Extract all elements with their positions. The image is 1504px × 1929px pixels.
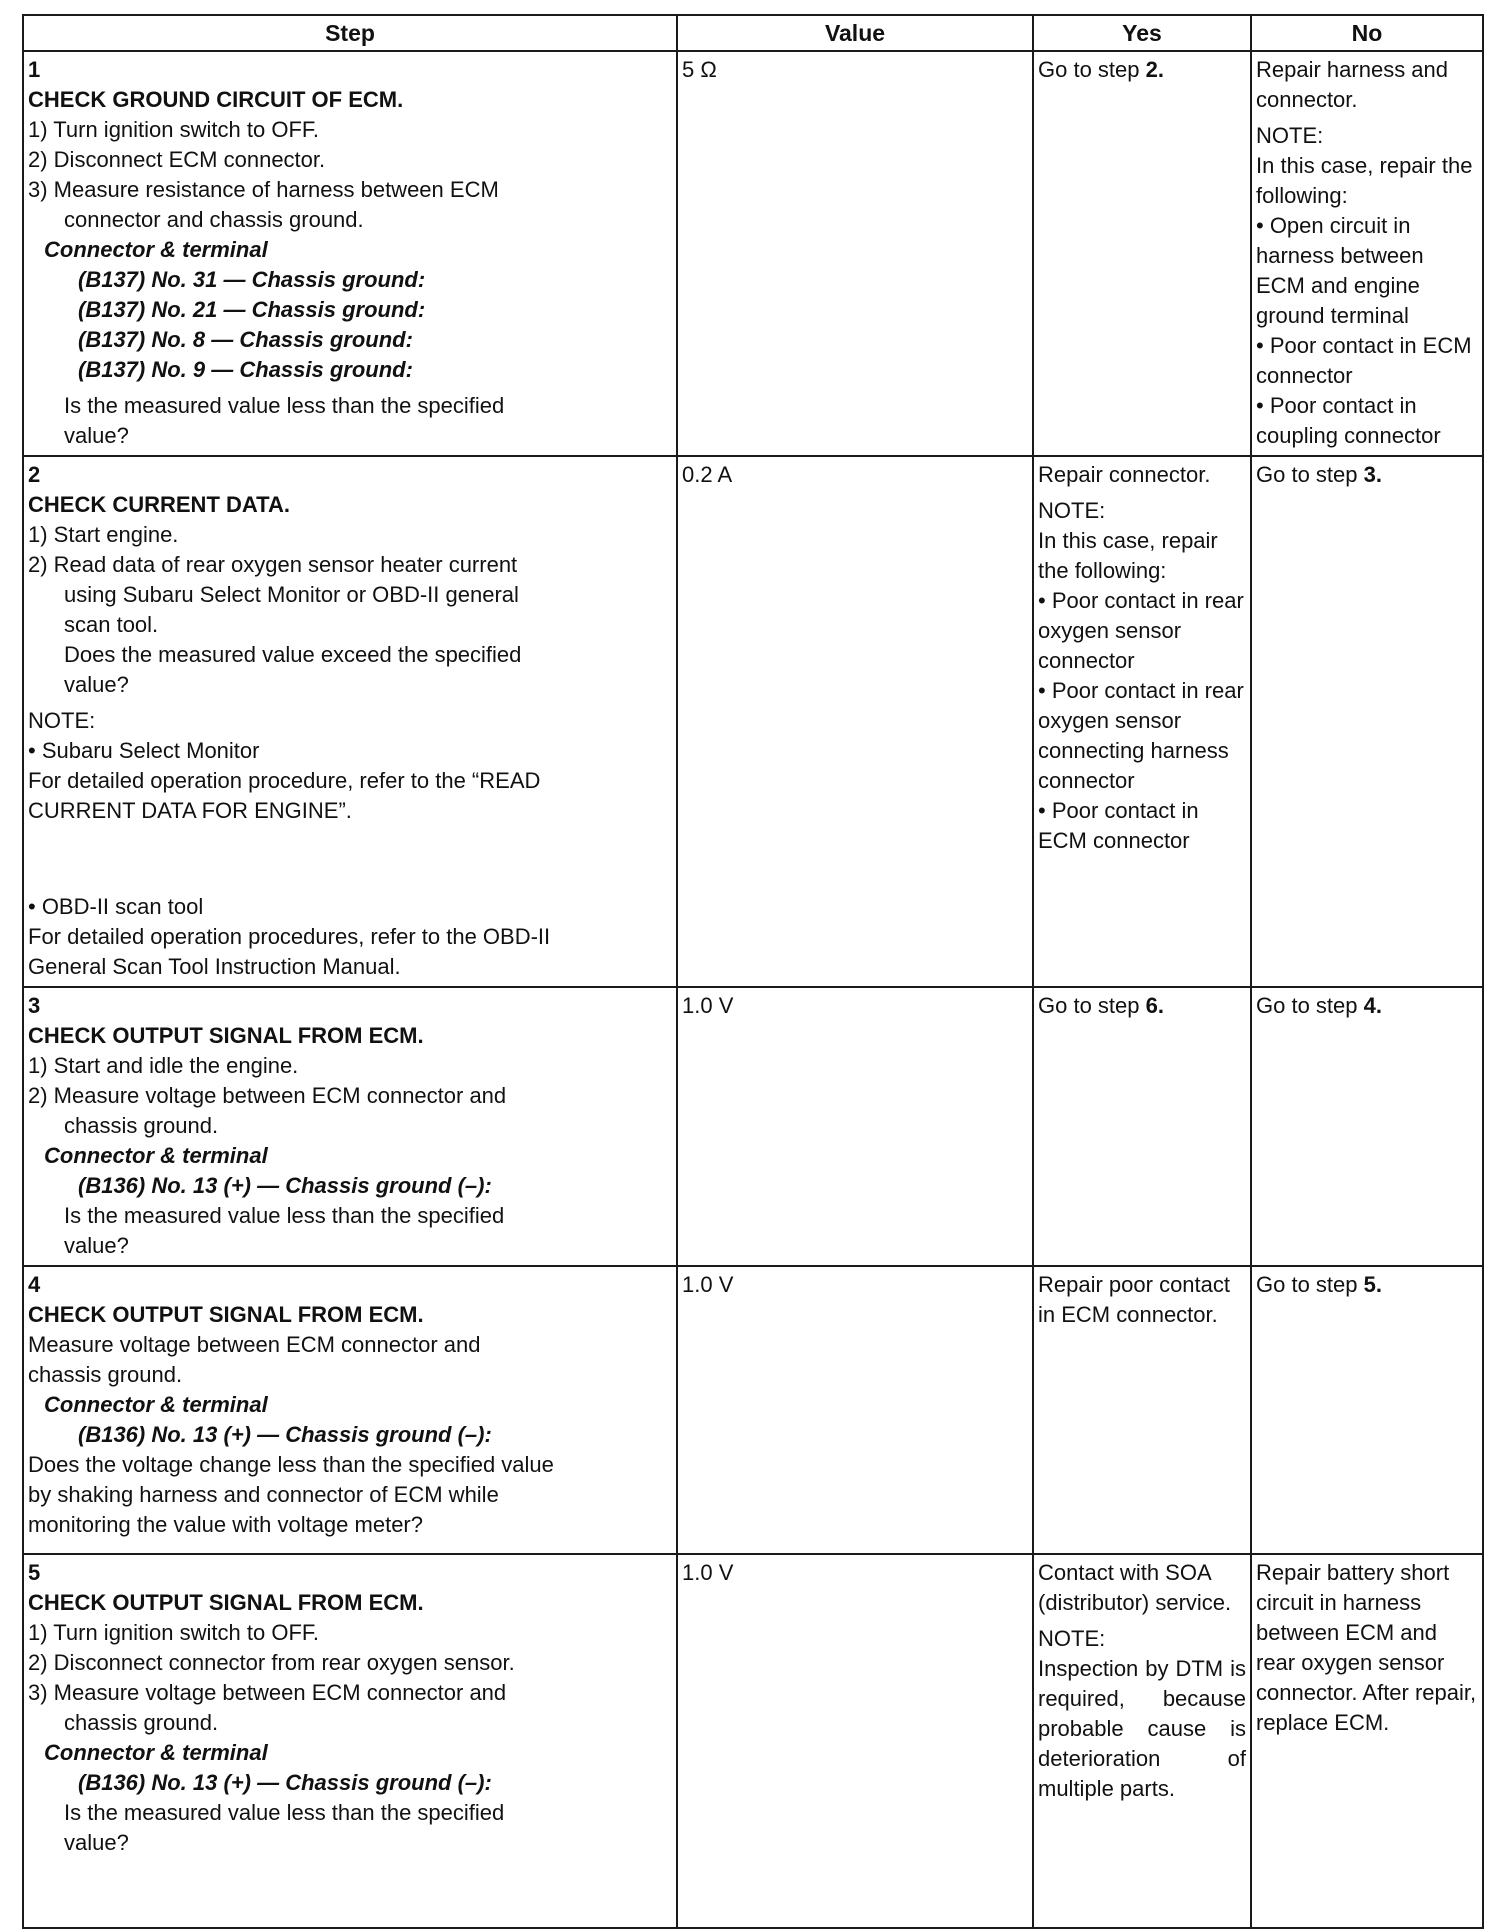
step-instruction: 2) Disconnect connector from rear oxygen sensor.	[28, 1650, 515, 1675]
step-instruction: 3) Measure resistance of harness between ECM connector and chassis ground.	[28, 177, 499, 232]
step-number: 4	[28, 1272, 41, 1297]
connector-terminal-heading: Connector & terminal	[44, 1740, 268, 1765]
step-title: CHECK GROUND CIRCUIT OF ECM.	[28, 87, 404, 112]
step-instruction: 1) Start engine.	[28, 522, 179, 547]
no-note-bullet: • Poor contact in coupling connector	[1256, 393, 1441, 448]
header-no: No	[1251, 15, 1483, 51]
yes-note-label: NOTE:	[1038, 498, 1106, 523]
connector-terminal-heading: Connector & terminal	[44, 1143, 268, 1168]
step-title: CHECK CURRENT DATA.	[28, 492, 290, 517]
connector-terminal-heading: Connector & terminal	[44, 237, 268, 262]
connector-terminal-spec: (B137) No. 9 — Chassis ground:	[78, 357, 413, 382]
no-note-bullet: • Poor contact in ECM connector	[1256, 333, 1472, 388]
table-row-step-4	[23, 1266, 1483, 1554]
yes-note-text: Inspection by DTM is required, because probable cause is deterioration of multiple parts.	[1038, 1656, 1246, 1801]
step-question: Is the measured value less than the specified value?	[64, 393, 505, 448]
step-title: CHECK OUTPUT SIGNAL FROM ECM.	[28, 1023, 424, 1048]
step-cell	[23, 1266, 677, 1554]
yes-action: Go to step	[1038, 57, 1146, 82]
step-instruction: 3) Measure voltage between ECM connector and chassis ground.	[28, 1680, 507, 1735]
step-cell	[23, 51, 677, 456]
header-yes: Yes	[1033, 15, 1251, 51]
yes-action: Repair connector.	[1038, 462, 1211, 487]
step-number: 5	[28, 1560, 41, 1585]
step-instruction: 1) Start and idle the engine.	[28, 1053, 299, 1078]
table-header-row	[23, 15, 1483, 51]
yes-cell	[1033, 1554, 1251, 1928]
no-note-text: In this case, repair the following:	[1256, 153, 1473, 208]
step-content	[28, 1021, 558, 1261]
no-step-ref: 4.	[1363, 993, 1382, 1018]
step-content	[28, 85, 558, 451]
yes-action: Contact with SOA (distributor) service.	[1038, 1560, 1232, 1615]
header-step: Step	[23, 15, 677, 51]
step-instruction: 1) Turn ignition switch to OFF.	[28, 1620, 319, 1645]
connector-terminal-spec: (B137) No. 31 — Chassis ground:	[78, 267, 426, 292]
no-note-label: NOTE:	[1256, 123, 1324, 148]
yes-action: Repair poor contact in ECM connector.	[1038, 1272, 1230, 1327]
value-cell: 5 Ω	[677, 51, 1033, 456]
value-cell: 1.0 V	[677, 987, 1033, 1266]
step-content	[28, 490, 558, 700]
step-number: 1	[28, 57, 41, 82]
connector-terminal-heading: Connector & terminal	[44, 1392, 268, 1417]
step-note-label: NOTE:	[28, 708, 96, 733]
step-number: 3	[28, 993, 41, 1018]
connector-terminal-spec: (B137) No. 21 — Chassis ground:	[78, 297, 426, 322]
yes-cell	[1033, 1266, 1251, 1554]
step-note-bullet: • OBD-II scan tool	[28, 894, 204, 919]
connector-terminal-spec: (B137) No. 8 — Chassis ground:	[78, 327, 413, 352]
step-question: Does the voltage change less than the specified value by shaking harness and connector of ECM while monitoring the value with voltage meter?	[28, 1452, 554, 1537]
no-action: Go to step	[1256, 462, 1364, 487]
no-action: Go to step	[1256, 1272, 1364, 1297]
yes-cell	[1033, 987, 1251, 1266]
no-step-ref: 5.	[1363, 1272, 1382, 1297]
step-number: 2	[28, 462, 41, 487]
no-action: Go to step	[1256, 993, 1364, 1018]
yes-cell	[1033, 456, 1251, 987]
connector-terminal-spec: (B136) No. 13 (+) — Chassis ground (–):	[78, 1770, 492, 1795]
connector-terminal-spec: (B136) No. 13 (+) — Chassis ground (–):	[78, 1173, 492, 1198]
step-cell	[23, 1554, 677, 1928]
table-row-step-5	[23, 1554, 1483, 1928]
step-question: Is the measured value less than the specified value?	[64, 1800, 505, 1855]
header-value: Value	[677, 15, 1033, 51]
diagnostic-table	[22, 14, 1484, 1929]
diagnostic-table-page	[22, 14, 1482, 1855]
step-title: CHECK OUTPUT SIGNAL FROM ECM.	[28, 1590, 424, 1615]
value-cell: 1.0 V	[677, 1554, 1033, 1928]
step-content	[28, 1300, 558, 1540]
yes-cell	[1033, 51, 1251, 456]
step-cell	[23, 456, 677, 987]
step-note-bullet: • Subaru Select Monitor	[28, 738, 260, 763]
no-action: Repair battery short circuit in harness between ECM and rear oxygen sensor connector. After repair, replace ECM.	[1256, 1560, 1477, 1735]
step-instruction: 2) Read data of rear oxygen sensor heater current using Subaru Select Monitor or OBD-II general scan tool.	[28, 552, 519, 637]
yes-note-bullet: • Poor contact in rear oxygen sensor connecting harness connector	[1038, 678, 1244, 793]
no-cell	[1251, 51, 1483, 456]
step-note-text: For detailed operation procedures, refer to the OBD-II General Scan Tool Instruction Manual.	[28, 924, 551, 979]
no-cell	[1251, 456, 1483, 987]
value-cell: 1.0 V	[677, 1266, 1033, 1554]
yes-note-text: In this case, repair the following:	[1038, 528, 1218, 583]
step-instruction: 1) Turn ignition switch to OFF.	[28, 117, 319, 142]
yes-step-ref: 2.	[1145, 57, 1164, 82]
table-row-step-2	[23, 456, 1483, 987]
step-title: CHECK OUTPUT SIGNAL FROM ECM.	[28, 1302, 424, 1327]
yes-note-bullet: • Poor contact in rear oxygen sensor connector	[1038, 588, 1244, 673]
no-step-ref: 3.	[1363, 462, 1382, 487]
step-note-text: For detailed operation procedure, refer to the “READ CURRENT DATA FOR ENGINE”.	[28, 768, 541, 823]
yes-note-bullet: • Poor contact in ECM connector	[1038, 798, 1199, 853]
yes-step-ref: 6.	[1145, 993, 1164, 1018]
no-cell	[1251, 1266, 1483, 1554]
table-row-step-1	[23, 51, 1483, 456]
step-content	[28, 1588, 558, 1858]
no-action: Repair harness and connector.	[1256, 57, 1449, 112]
step-instruction: 2) Disconnect ECM connector.	[28, 147, 326, 172]
table-row-step-3	[23, 987, 1483, 1266]
step-cell	[23, 987, 677, 1266]
step-question: Does the measured value exceed the specified value?	[64, 642, 522, 697]
yes-note-label: NOTE:	[1038, 1626, 1106, 1651]
no-cell	[1251, 987, 1483, 1266]
step-instruction: Measure voltage between ECM connector and chassis ground.	[28, 1332, 481, 1387]
yes-action: Go to step	[1038, 993, 1146, 1018]
step-instruction: 2) Measure voltage between ECM connector and chassis ground.	[28, 1083, 507, 1138]
value-cell: 0.2 A	[677, 456, 1033, 987]
no-note-bullet: • Open circuit in harness between ECM and engine ground terminal	[1256, 213, 1424, 328]
step-question: Is the measured value less than the specified value?	[64, 1203, 505, 1258]
connector-terminal-spec: (B136) No. 13 (+) — Chassis ground (–):	[78, 1422, 492, 1447]
no-cell	[1251, 1554, 1483, 1928]
